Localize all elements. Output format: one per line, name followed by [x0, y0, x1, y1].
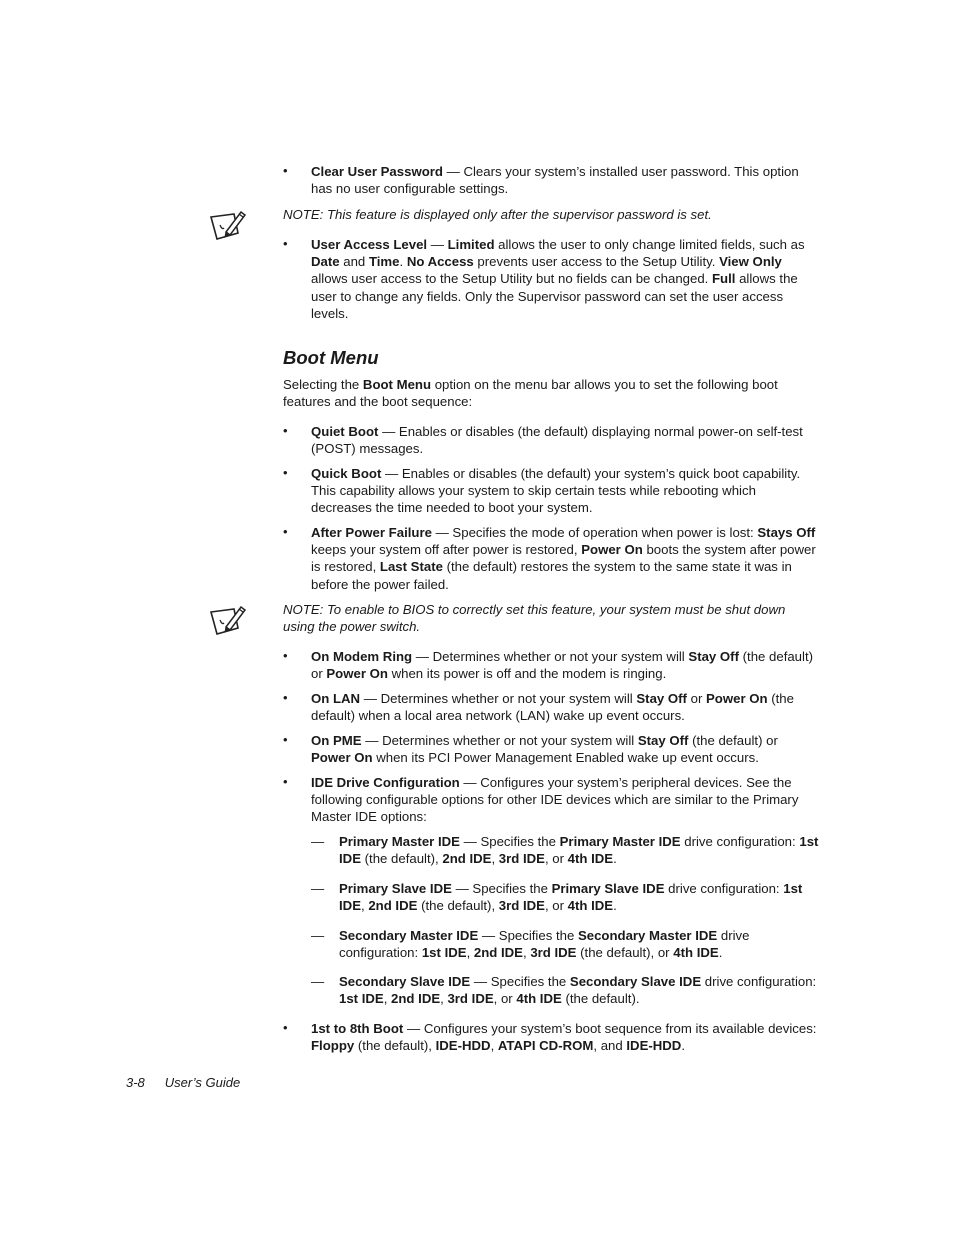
list-item-ide-drive-configuration: • IDE Drive Configuration — Configures your system’s peripheral devices. See the following configurable options for other IDE devices which are similar to the Primary Master IDE options:	[283, 774, 799, 825]
list-item-quick-boot: • Quick Boot — Enables or disables (the default) your system’s quick boot capability. This capability allows your system to skip certain tests while rebooting which decreases the time needed to boot your system.	[283, 465, 801, 516]
list-item-on-modem-ring: • On Modem Ring — Determines whether or not your system will Stay Off (the default) or Power On when its power is off and the modem is ringing.	[283, 648, 814, 682]
dash-marker: —	[311, 881, 325, 896]
list-item-after-power-failure: • After Power Failure — Specifies the mode of operation when power is lost: Stays Off keeps your system off after power is restored, Power On boots the system after power is restored, Last State (the default) restores the system to the same state it was in before the power failed.	[283, 524, 816, 592]
bullet: •	[283, 690, 288, 705]
list-item-on-lan: • On LAN — Determines whether or not your system will Stay Off or Power On (the default) when a local area network (LAN) wake up event occurs.	[283, 690, 794, 724]
page-footer	[126, 1074, 240, 1091]
bullet: •	[283, 524, 288, 539]
list-item-user-access-level: • User Access Level — Limited allows the user to only change limited fields, such as Date and Time. No Access prevents user access to the Setup Utility. View Only allows user access to the Setup Utility but no fields can be changed. Full allows the user to change any fields. Only the Supervisor password can set the user access levels.	[283, 236, 805, 321]
note-pencil-icon	[208, 603, 248, 639]
note-bios-power-switch: NOTE: To enable to BIOS to correctly set this feature, your system must be shut down using the power switch.	[283, 602, 786, 635]
sub-item-primary-slave-ide: — Primary Slave IDE — Specifies the Primary Slave IDE drive configuration: 1st IDE, 2nd IDE (the default), 3rd IDE, or 4th IDE.	[311, 881, 803, 914]
bullet: •	[283, 465, 288, 480]
bullet: •	[283, 163, 288, 178]
section-heading-boot-menu: Boot Menu	[283, 347, 379, 368]
dash-marker: —	[311, 974, 325, 989]
list-item-on-pme: • On PME — Determines whether or not your system will Stay Off (the default) or Power On when its PCI Power Management Enabled wake up event occurs.	[283, 732, 778, 766]
bullet: •	[283, 236, 288, 251]
bullet: •	[283, 1020, 288, 1035]
bullet: •	[283, 774, 288, 789]
sub-item-secondary-master-ide: — Secondary Master IDE — Specifies the Secondary Master IDE drive configuration: 1st IDE, 2nd IDE, 3rd IDE (the default), or 4th IDE.	[311, 928, 750, 961]
list-item-quiet-boot: • Quiet Boot — Enables or disables (the default) displaying normal power-on self-test (POST) messages.	[283, 423, 803, 457]
dash-marker: —	[311, 928, 325, 943]
bullet: •	[283, 648, 288, 663]
note-supervisor: NOTE: This feature is displayed only after the supervisor password is set.	[283, 207, 712, 222]
bullet: •	[283, 423, 288, 438]
sub-item-primary-master-ide: — Primary Master IDE — Specifies the Primary Master IDE drive configuration: 1st IDE (the default), 2nd IDE, 3rd IDE, or 4th IDE.	[311, 834, 819, 867]
page-number: 3-8	[126, 1075, 145, 1090]
bullet: •	[283, 732, 288, 747]
note-pencil-icon	[208, 208, 248, 244]
dash-marker: —	[311, 834, 325, 849]
sub-item-secondary-slave-ide: — Secondary Slave IDE — Specifies the Secondary Slave IDE drive configuration: 1st IDE, 2nd IDE, 3rd IDE, or 4th IDE (the default).	[311, 974, 817, 1007]
list-item-boot-sequence: • 1st to 8th Boot — Configures your system’s boot sequence from its available devices: Floppy (the default), IDE-HDD, ATAPI CD-ROM, and IDE-HDD.	[283, 1020, 817, 1054]
boot-menu-intro: Selecting the Boot Menu option on the menu bar allows you to set the following boot features and the boot sequence:	[283, 377, 778, 410]
document-title: User’s Guide	[164, 1075, 241, 1090]
list-item-clear-user-password: • Clear User Password — Clears your system’s installed user password. This option has no user configurable settings.	[283, 163, 799, 197]
